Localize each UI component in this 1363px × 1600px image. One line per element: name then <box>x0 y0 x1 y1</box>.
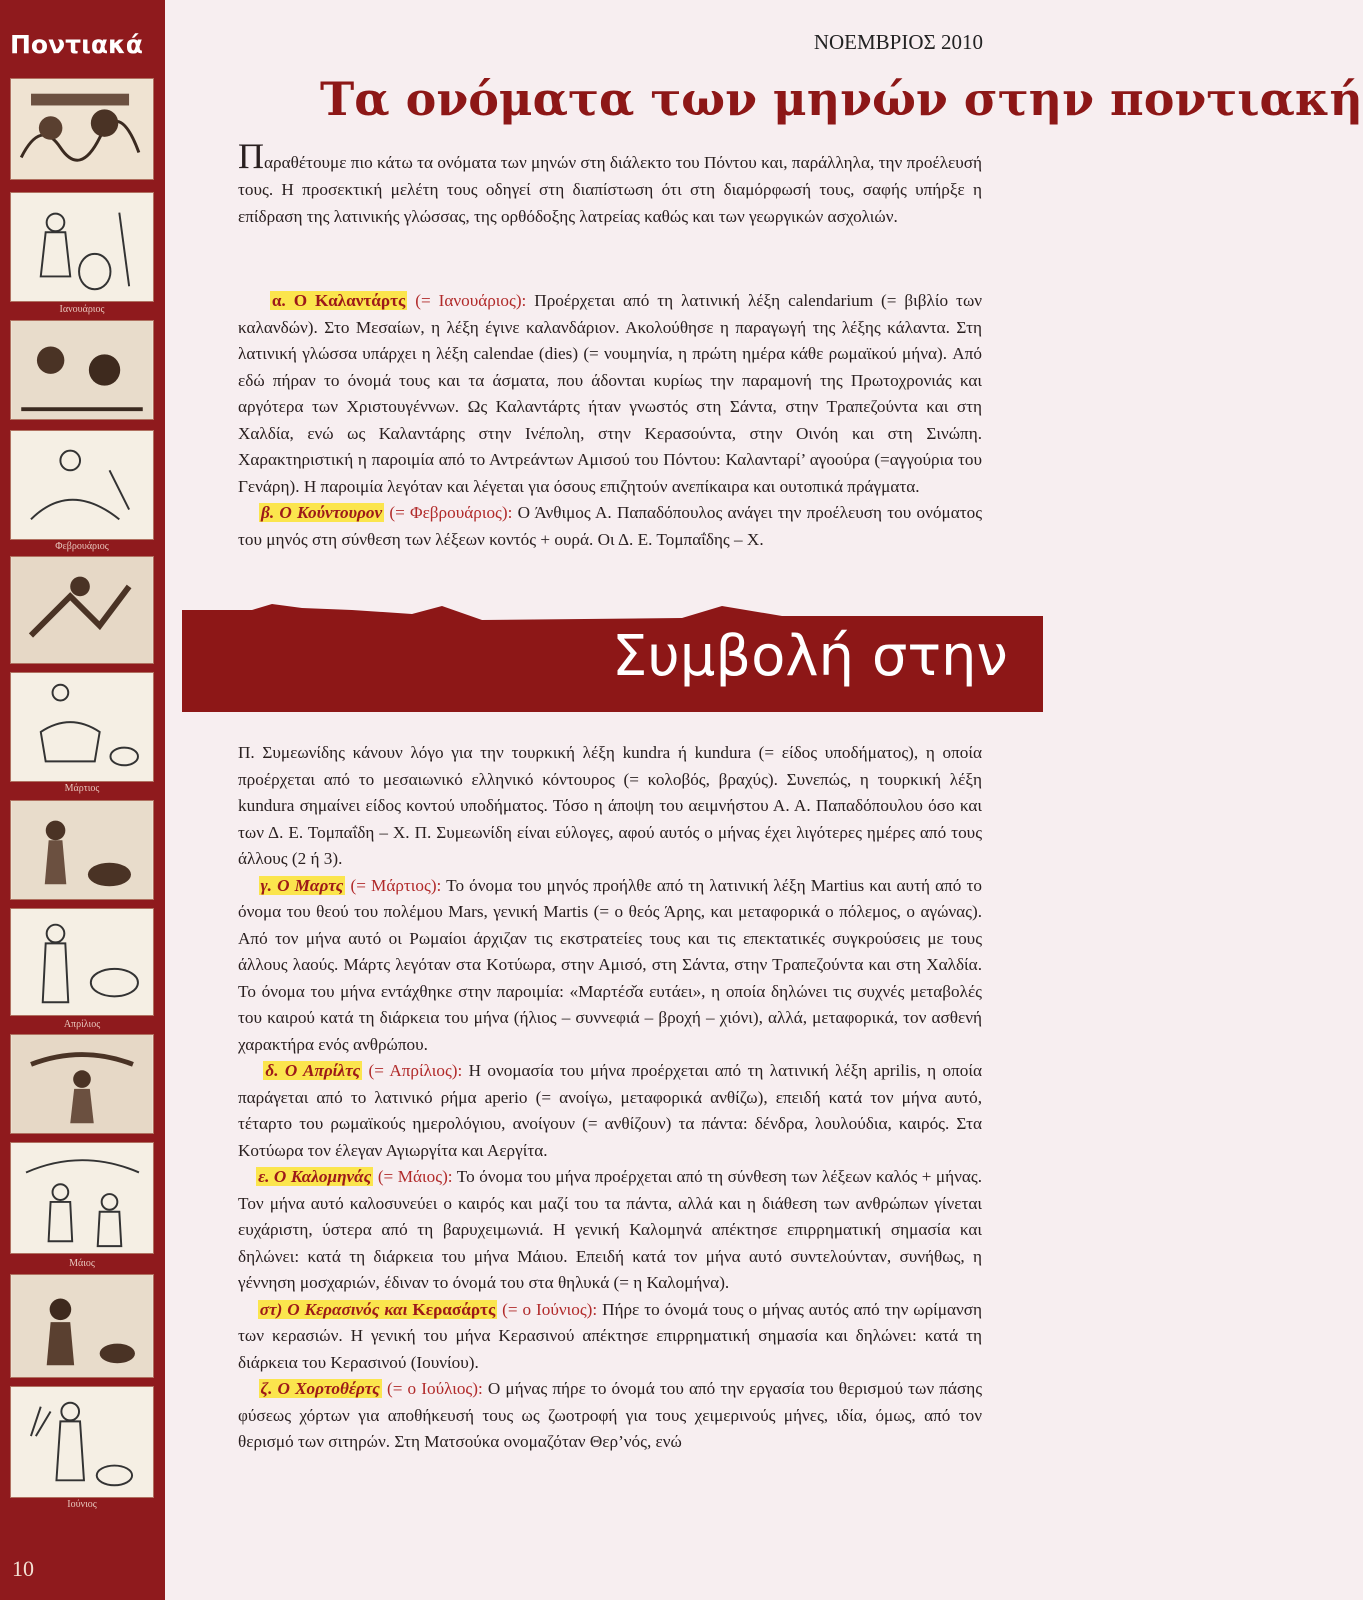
woodcut-illustration <box>10 1034 154 1134</box>
month-entry <box>238 1297 982 1377</box>
magazine-brand: Ποντιακά <box>10 30 143 59</box>
entry-text: Ο μήνας πήρε το όνομά του από την εργασία του θερισμού των πάσης φύσεως χόρτων για αποθήκευσή τους ως ζωοτροφή για τους χειμερινούς μήνες, ιδία, όμως, από τον θερισμό των σιτηρών. Στη Ματσούκα ονομαζόταν Θερ’νός, ενώ <box>238 1379 983 1451</box>
entry-term: β. Ο Κούντουρον <box>261 503 383 522</box>
woodcut-illustration <box>10 908 154 1016</box>
entry-equivalent: (= Μάρτιος): <box>350 875 442 895</box>
entry-text: Πήρε το όνομά τους ο μήνας αυτός από την ωρίμανση των κερασιών. Η γενική του μήνα Κερασινού απέκτησε επιρρηματική σημασία και δηλώνει: κατά τη διάρκεια του Κερασινού (Ιουνίου). <box>238 1299 983 1372</box>
woodcut-illustration <box>10 192 154 302</box>
intro-paragraph <box>238 136 982 230</box>
entry-equivalent: (= Φεβρουάριος): <box>389 503 513 522</box>
woodcut-illustration <box>10 1142 154 1254</box>
article-column-top <box>238 288 982 553</box>
entry-term: γ. Ο Μαρτς <box>260 875 344 895</box>
page-number: 10 <box>12 1556 34 1581</box>
entry-term: ζ. Ο Χορτοθέρτς <box>260 1379 380 1398</box>
entry-term: στ) Ο Κερασινός και Κερασάρτς <box>259 1299 496 1319</box>
month-label: Ιούνιος <box>67 1499 97 1510</box>
entry-text: Το όνομα του μήνα προέρχεται από τη σύνθεση των λέξεων καλός + μήνας. Τον μήνα αυτό καλοσυνεύει ο καιρός και μαζί του τα πάντα, αλλά και η διάθεση των ανθρώπων γίνεται ευχάριστη, ύστερα από τη βαρυχειμωνιά. Η γενική Καλομηνά απέκτησε επιρρηματική σημασία και δηλώνει: κατά τη διάρκεια του μήνα Μάιου. Επειδή κατά τον μήνα αυτό συντελούνταν, συνήθως, η γέννηση μοσχαριών, έδιναν το όνομά του στα θηλυκά (= η Καλομήνα). <box>238 1167 983 1292</box>
woodcut-illustration <box>10 78 154 180</box>
entry-equivalent: (= ο Ιούλιος): <box>386 1379 483 1398</box>
month-entry <box>238 1164 982 1297</box>
month-entry <box>238 873 982 1059</box>
article-column-bottom <box>238 740 982 1456</box>
month-label: Ιανουάριος <box>59 304 105 315</box>
month-entry <box>238 1058 982 1164</box>
month-label: Μάιος <box>69 1258 95 1269</box>
entry-text: Η ονομασία του μήνα προέρχεται από τη λατινική λέξη aprilis, η οποία παράγεται από το λατινικό ρήμα aperio (= ανοίγω, μεταφορικά ανθίζω), επειδή κατά τον μήνα αυτό, τέταρτο του ρωμαϊκούς ημερολόγιου, ανοίγουν (= ανθίζουν) τα πάντα: δένδρα, λουλούδια, καιρός. Στα Κοτύωρα τον έλεγαν Αγιωργίτα και Αεργίτα. <box>238 1061 983 1160</box>
woodcut-illustration <box>10 672 154 782</box>
month-entry <box>238 500 982 553</box>
issue-date: ΝΟΕΜΒΡΙΟΣ 2010 <box>813 30 983 54</box>
month-label: Μάρτιος <box>64 783 100 794</box>
woodcut-illustration <box>10 1386 154 1498</box>
entry-text: Το όνομα του μηνός προήλθε από τη λατινική λέξη Martius και αυτή από το όνομα του θεού του πολέμου Mars, γενική Martis (= ο θεός Άρης, και μεταφορικά ο πόλεμος, ο αγώνας). Από τον μήνα αυτό οι Ρωμαίοι άρχιζαν τις εκστρατείες τους και τις επεκτατικές συγκρούσεις με τους άλλους λαούς. Μάρτς λεγόταν στα Κοτύωρα, στην Αμισό, στη Σάντα, στην Τραπεζούντα και στη Χαλδία. Το όνομα του μήνα εντάχθηκε στην παροιμία: «Μαρτέσ̌α ευτάει», η οποία δηλώνει τις συχνές μεταβολές του καιρού κατά τη διάρκεια του μήνα (ήλιος – συννεφιά – βροχή – χιόνι), αλλά, μεταφορικά, τον ασθενή χαρακτήρα ενός ανθρώπου. <box>238 875 982 1054</box>
intro-text: αραθέτουμε πιο κάτω τα ονόματα των μηνών στη διάλεκτο του Πόντου και, παράλληλα, την προέλευσή τους. Η προσεκτική μελέτη τους οδηγεί στη διαπίστωση ότι στη διαμόρφωσή τους, σαφής υπήρξε η επίδραση της λατινικής γλώσσας, της ορθόδοξης λατρείας καθώς και των γεωργικών ασχολιών. <box>238 153 982 226</box>
drop-cap: Π <box>238 136 264 176</box>
woodcut-illustration <box>10 556 154 664</box>
entry-term: α. Ο Καλαντάρτς <box>271 291 406 310</box>
entry-term: δ. Ο Απρίλτς <box>265 1061 361 1080</box>
banner-heading: Συμβολή στην <box>612 624 1008 689</box>
article-title: Τα ονόματα των μηνών στην ποντιακή <box>320 72 1363 126</box>
woodcut-illustration <box>10 320 154 420</box>
woodcut-illustration <box>10 1274 154 1378</box>
woodcut-illustration <box>10 430 154 540</box>
continuation-paragraph: Π. Συμεωνίδης κάνουν λόγο για την τουρκική λέξη kundra ή kundura (= είδος υποδήματος), η οποία προέρχεται από το μεσαιωνικό ελληνικό κόντουρος (= κολοβός, βραχύς). Συνεπώς, η τουρκική λέξη kundura σημαίνει είδος κοντού υποδήματος. Τόσο η άποψη του αειμνήστου Α. Α. Παπαδόπουλου όσο και των Δ. Ε. Τομπαΐδη – Χ. Π. Συμεωνίδη είναι εύλογες, αφού αυτός ο μήνας έχει λιγότερες ημέρες από τους άλλους (2 ή 3). <box>238 743 982 868</box>
woodcut-illustration <box>10 800 154 900</box>
entry-text: Ο Άνθιμος Α. Παπαδόπουλος ανάγει την προέλευση του ονόματος του μηνός στη σύνθεση των λέξεων κοντός + ουρά. Οι Δ. Ε. Τομπαΐδης – Χ. <box>238 503 983 549</box>
month-entry <box>238 1376 982 1456</box>
entry-text: Προέρχεται από τη λατινική λέξη calendarium (= βιβλίο των καλανδών). Στο Μεσαίων, η λέξη έγινε καλανδάριον. Ακολούθησε η παραγωγή της λέξης κάλαντα. Στη λατινική γλώσσα υπάρχει η λέξη calendae (dies) (= νουμηνία, η πρώτη ημέρα κάθε ρωμαϊκού μήνα). Από εδώ πήραν το όνομά τους και τα άσματα, που άδονται κυρίως την παραμονή της Πρωτοχρονιάς και αργότερα των Χριστουγέννων. Ως Καλαντάρτς ήταν γνωστός στη Σάντα, στην Τραπεζούντα και στη Χαλδία, ενώ ως Καλαντάρης στην Ινέπολη, στην Κερασούντα, στην Οινόη και στη Σινώπη. Χαρακτηριστική η παροιμία από το Αντρεάντων Αμισού του Πόντου: Καλανταρί’ αγοούρα (=αγγούρια του Γενάρη). Η παροιμία λεγόταν και λέγεται για όσους επιζητούν ανεπίκαιρα και ουτοπικά πράγματα. <box>238 291 983 496</box>
month-entry <box>238 288 982 500</box>
entry-equivalent: (= ο Ιούνιος): <box>502 1299 598 1319</box>
month-label: Απρίλιος <box>63 1019 101 1030</box>
entry-equivalent: (= Μάιος): <box>377 1167 453 1186</box>
entry-term: ε. Ο Καλομηνάς <box>258 1167 372 1186</box>
month-label: Φεβρουάριος <box>55 541 109 552</box>
sidebar <box>0 0 165 1600</box>
entry-equivalent: (= Απρίλιος): <box>368 1061 463 1080</box>
entry-equivalent: (= Ιανουάριος): <box>415 291 527 310</box>
